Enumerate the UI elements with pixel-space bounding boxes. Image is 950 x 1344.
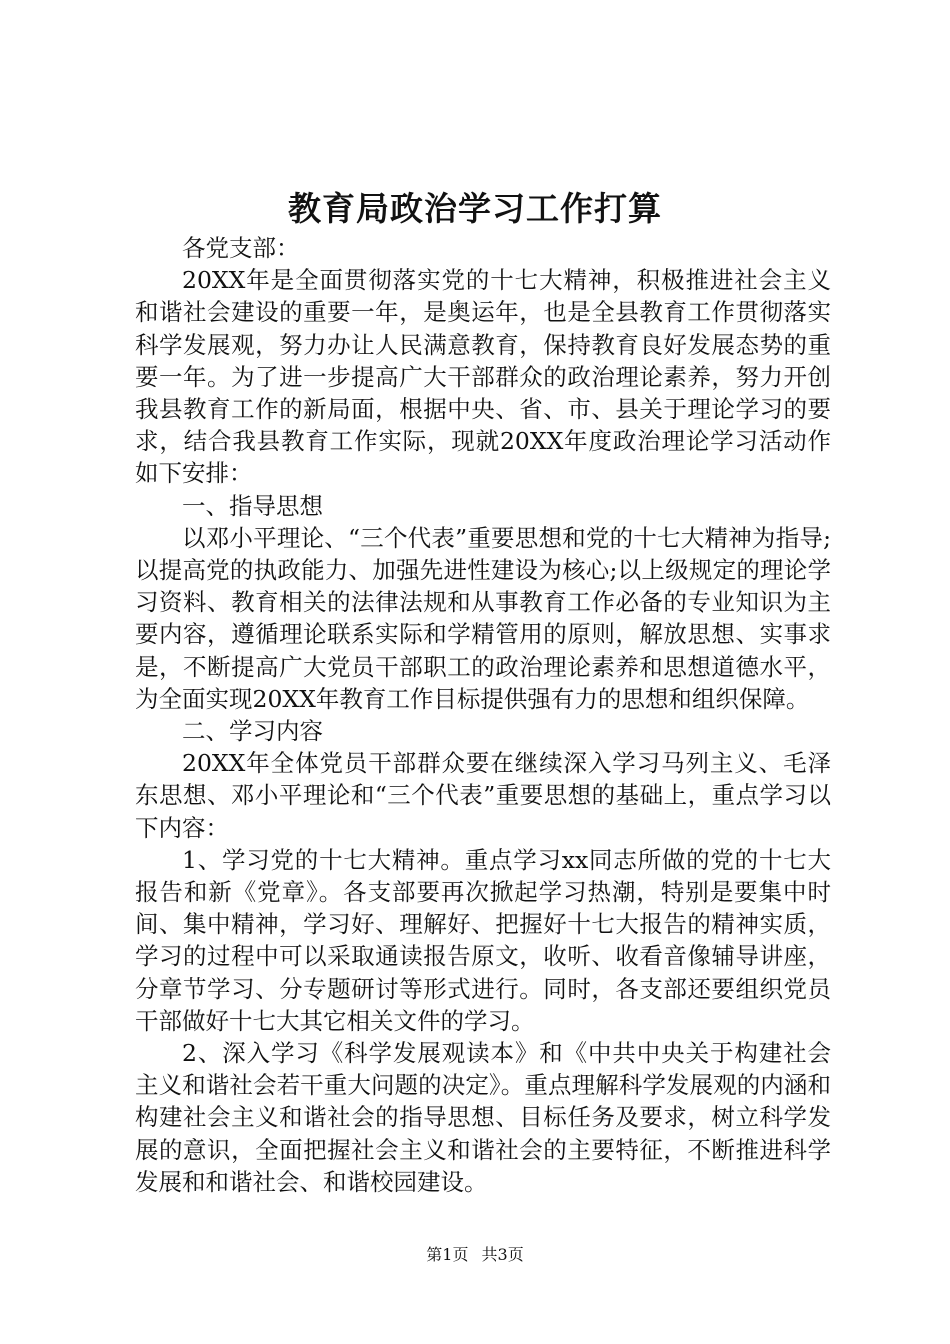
study-item-1-paragraph: 1、学习党的十七大精神。重点学习xx同志所做的党的十七大报告和新《党章》。各支部要再次掀起学习热潮，特别是要集中时间、集中精神，学习好、理解好、把握好十七大报告的精神实质，学习的过程中可以采取通读报告原文，收听、收看音像辅导讲座，分章节学习、分专题研讨等形式进行。同时，各支部还要组织党员干部做好十七大其它相关文件的学习。 [135,845,831,1035]
page-number-total: 共3页 [481,1245,524,1264]
page-footer [0,1244,950,1266]
section-heading-guiding-ideology: 一、指导思想 [182,491,323,520]
study-item-2-paragraph: 2、深入学习《科学发展观读本》和《中共中央关于构建社会主义和谐社会若干重大问题的决定》。重点理解科学发展观的内涵和构建社会主义和谐社会的指导思想、目标任务及要求，树立科学发展的意识，全面把握社会主义和谐社会的主要特征，不断推进科学发展和和谐社会、和谐校园建设。 [135,1039,831,1196]
document-body [135,232,831,1198]
section-heading-study-content: 二、学习内容 [182,717,323,746]
intro-paragraph: 20XX年是全面贯彻落实党的十七大精神，积极推进社会主义和谐社会建设的重要一年，是奥运年，也是全县教育工作贯彻落实科学发展观，努力办让人民满意教育，保持教育良好发展态势的重要一年。为了进一步提高广大干部群众的政治理论素养，努力开创我县教育工作的新局面，根据中央、省、市、县关于理论学习的要求，结合我县教育工作实际，现就20XX年度政治理论学习活动作如下安排： [135,266,831,488]
page-number-current: 第1页 [426,1245,469,1264]
study-content-intro-paragraph: 20XX年全体党员干部群众要在继续深入学习马列主义、毛泽东思想、邓小平理论和“三个代表”重要思想的基础上，重点学习以下内容： [135,749,831,842]
guiding-ideology-paragraph: 以邓小平理论、“三个代表”重要思想和党的十七大精神为指导;以提高党的执政能力、加强先进性建设为核心;以上级规定的理论学习资料、教育相关的法律法规和从事教育工作必备的专业知识为主要内容，遵循理论联系实际和学精管用的原则，解放思想、实事求是，不断提高广大党员干部职工的政治理论素养和思想道德水平，为全面实现20XX年教育工作目标提供强有力的思想和组织保障。 [135,523,831,713]
salutation: 各党支部： [182,234,300,262]
document-title: 教育局政治学习工作打算 [288,189,662,228]
